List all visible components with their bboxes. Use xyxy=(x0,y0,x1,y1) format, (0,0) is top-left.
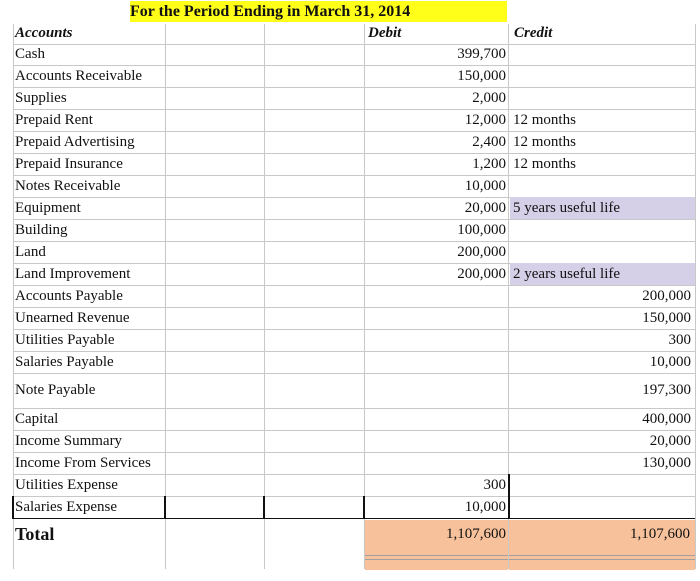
debit-cell[interactable]: 2,000 xyxy=(472,89,506,106)
table-row xyxy=(13,197,695,220)
table-row xyxy=(13,307,695,330)
debit-cell[interactable]: 300 xyxy=(483,476,506,493)
table-row xyxy=(13,65,695,88)
table-row xyxy=(13,219,695,242)
total-credit[interactable]: 1,107,600 xyxy=(630,525,690,542)
account-cell[interactable]: Salaries Expense xyxy=(15,498,118,515)
cell-border xyxy=(164,496,166,519)
table-row xyxy=(13,373,695,409)
report-title: For the Period Ending in March 31, 2014 xyxy=(130,3,411,20)
table-row xyxy=(13,153,695,176)
table-row xyxy=(13,131,695,154)
credit-cell[interactable]: 10,000 xyxy=(649,353,691,370)
account-cell[interactable]: Prepaid Rent xyxy=(15,111,93,128)
account-cell[interactable]: Utilities Expense xyxy=(15,476,118,493)
account-cell[interactable]: Land Improvement xyxy=(15,265,131,282)
total-row xyxy=(13,519,695,549)
note-cell[interactable]: 5 years useful life xyxy=(510,197,695,219)
note-cell[interactable]: 2 years useful life xyxy=(510,263,695,285)
table-row xyxy=(13,408,695,431)
double-underline xyxy=(509,555,695,560)
debit-cell[interactable]: 12,000 xyxy=(464,111,506,128)
debit-cell[interactable]: 399,700 xyxy=(457,46,506,62)
note-cell[interactable]: 12 months xyxy=(513,133,576,150)
table-row xyxy=(13,175,695,198)
account-cell[interactable]: Accounts Payable xyxy=(15,287,123,304)
credit-cell[interactable]: 150,000 xyxy=(642,309,691,326)
gridline xyxy=(695,24,696,569)
account-cell[interactable]: Cash xyxy=(15,46,45,62)
table-row xyxy=(13,44,695,66)
cell-border xyxy=(12,496,14,519)
table-row xyxy=(13,285,695,308)
account-cell[interactable]: Equipment xyxy=(15,199,81,216)
table-row xyxy=(13,452,695,475)
credit-cell[interactable]: 400,000 xyxy=(642,410,691,427)
account-cell[interactable]: Prepaid Advertising xyxy=(15,133,135,150)
credit-cell[interactable]: 300 xyxy=(668,331,691,348)
credit-cell[interactable]: 197,300 xyxy=(642,382,691,398)
credit-cell[interactable]: 200,000 xyxy=(642,287,691,304)
header-row xyxy=(13,23,695,45)
debit-cell[interactable]: 1,200 xyxy=(472,155,506,172)
debit-header[interactable]: Debit xyxy=(368,25,402,41)
debit-cell[interactable]: 150,000 xyxy=(457,67,506,84)
cell-border xyxy=(508,474,510,519)
account-cell[interactable]: Utilities Payable xyxy=(15,331,115,348)
debit-cell[interactable]: 100,000 xyxy=(457,221,506,238)
table-row xyxy=(13,241,695,264)
table-row xyxy=(13,109,695,132)
accounts-header[interactable]: Accounts xyxy=(15,25,73,41)
debit-cell[interactable]: 2,400 xyxy=(472,133,506,150)
account-cell[interactable]: Prepaid Insurance xyxy=(15,155,123,172)
account-cell[interactable]: Salaries Payable xyxy=(15,353,114,370)
double-underline xyxy=(365,555,508,560)
table-row xyxy=(13,474,695,497)
credit-cell[interactable]: 20,000 xyxy=(649,432,691,449)
total-label[interactable]: Total xyxy=(15,523,55,544)
account-cell[interactable]: Income Summary xyxy=(15,432,123,449)
account-cell[interactable]: Note Payable xyxy=(15,382,96,398)
account-cell[interactable]: Building xyxy=(15,221,68,238)
table-row xyxy=(13,496,695,519)
account-cell[interactable]: Capital xyxy=(15,410,59,427)
table-row xyxy=(13,87,695,110)
debit-cell[interactable]: 200,000 xyxy=(457,243,506,260)
account-cell[interactable]: Supplies xyxy=(15,89,67,106)
note-cell[interactable]: 12 months xyxy=(513,155,576,172)
debit-cell[interactable]: 10,000 xyxy=(464,177,506,194)
total-debit[interactable]: 1,107,600 xyxy=(446,525,506,542)
cell-border xyxy=(263,496,265,519)
debit-cell[interactable]: 20,000 xyxy=(464,199,506,216)
debit-cell[interactable]: 10,000 xyxy=(464,498,506,515)
credit-header[interactable]: Credit xyxy=(514,25,553,41)
account-cell[interactable]: Unearned Revenue xyxy=(15,309,130,326)
note-cell[interactable]: 12 months xyxy=(513,111,576,128)
account-cell[interactable]: Notes Receivable xyxy=(15,177,121,194)
table-row xyxy=(13,430,695,453)
account-cell[interactable]: Land xyxy=(15,243,46,260)
account-cell[interactable]: Income From Services xyxy=(15,454,151,471)
cell-border xyxy=(363,496,365,519)
account-cell[interactable]: Accounts Receivable xyxy=(15,67,143,84)
debit-cell[interactable]: 200,000 xyxy=(457,265,506,282)
table-row xyxy=(13,329,695,352)
credit-cell[interactable]: 130,000 xyxy=(642,454,691,471)
table-row xyxy=(13,263,695,286)
table-row xyxy=(13,351,695,374)
